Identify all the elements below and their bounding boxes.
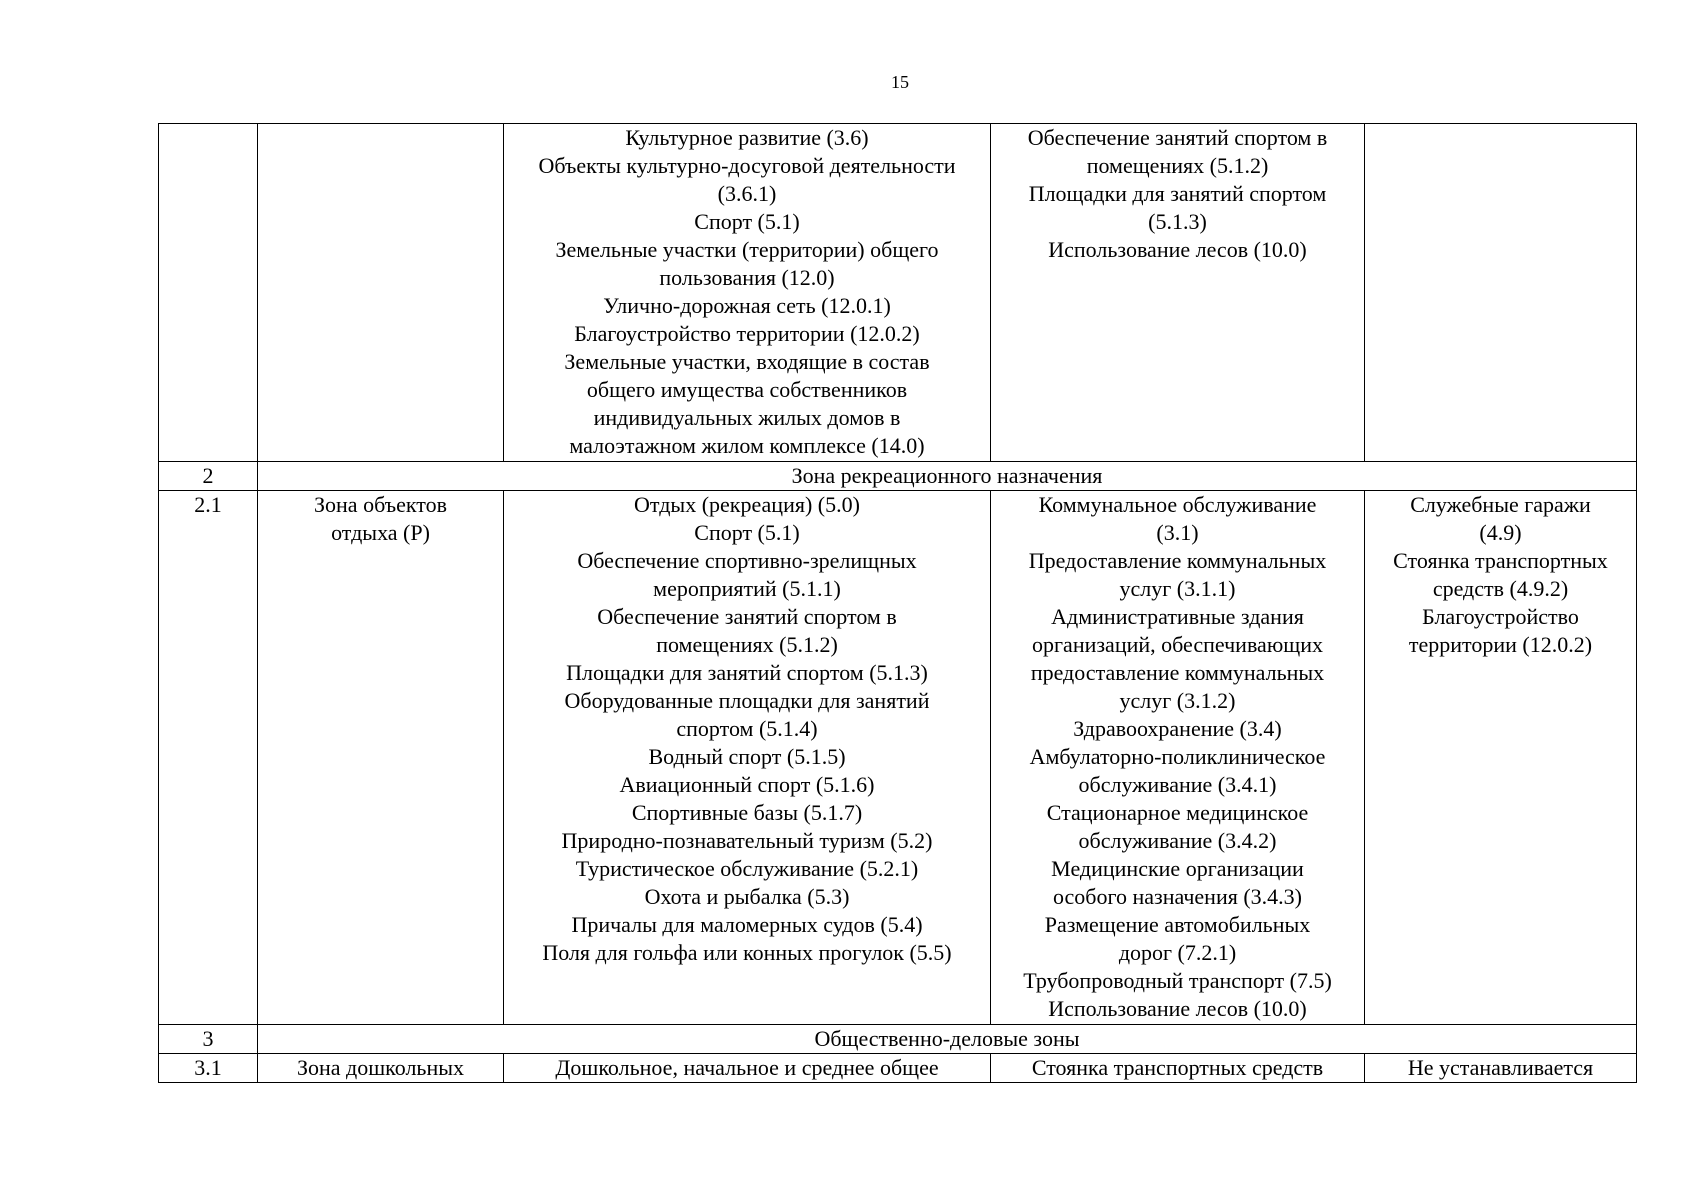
conditional-uses-cell xyxy=(991,491,1365,1025)
cell-line: Обеспечение занятий спортом в xyxy=(597,604,897,629)
cell-line: Обеспечение спортивно-зрелищных xyxy=(577,548,917,573)
cell-line: Земельные участки (территории) общего xyxy=(555,237,939,262)
cell-line: Размещение автомобильных xyxy=(1044,912,1311,937)
cell-line: Стоянка транспортных xyxy=(1393,548,1608,573)
cell-line: услуг (3.1.1) xyxy=(1119,576,1236,601)
cell-line: Природно-познавательный туризм (5.2) xyxy=(561,828,933,853)
auxiliary-uses-cell: Не устанавливается xyxy=(1365,1054,1637,1083)
cell-line: Здравоохранение (3.4) xyxy=(1073,716,1282,741)
section-number: 2 xyxy=(159,462,258,491)
cell-line: помещениях (5.1.2) xyxy=(1086,153,1269,178)
cell-line: Авиационный спорт (5.1.6) xyxy=(619,772,875,797)
cell-line: Причалы для маломерных судов (5.4) xyxy=(571,912,923,937)
page-number: 15 xyxy=(891,72,909,92)
zone-name-cell xyxy=(258,124,504,462)
table-row-zone-2-1 xyxy=(159,491,1637,1025)
conditional-uses-cell: Стоянка транспортных средств xyxy=(991,1054,1365,1083)
main-uses-cell xyxy=(504,124,991,462)
cell-line: (4.9) xyxy=(1479,520,1522,545)
auxiliary-uses-cell xyxy=(1365,491,1637,1025)
table-row-zone-3-1 xyxy=(159,1054,1637,1083)
table-row-section xyxy=(159,462,1637,491)
cell-line: общего имущества собственников xyxy=(586,377,908,402)
cell-line: Трубопроводный транспорт (7.5) xyxy=(1023,968,1332,993)
main-uses-cell xyxy=(504,491,991,1025)
table-row-section xyxy=(159,1025,1637,1054)
cell-line: Спорт (5.1) xyxy=(694,520,800,545)
cell-line: (3.6.1) xyxy=(717,181,777,206)
cell-line: Охота и рыбалка (5.3) xyxy=(644,884,850,909)
cell-line: Земельные участки, входящие в состав xyxy=(564,349,930,374)
cell-line: Амбулаторно-поликлиническое xyxy=(1029,744,1326,769)
cell-line: Поля для гольфа или конных прогулок (5.5) xyxy=(542,940,952,965)
zoning-table xyxy=(158,123,1637,1083)
cell-line: помещениях (5.1.2) xyxy=(656,632,838,657)
section-number: 3 xyxy=(159,1025,258,1054)
cell-line: Административные здания xyxy=(1051,604,1304,629)
zone-name-cell xyxy=(258,491,504,1025)
cell-line: Медицинские организации xyxy=(1051,856,1304,881)
cell-line: предоставление коммунальных xyxy=(1030,660,1325,685)
cell-line: (5.1.3) xyxy=(1148,209,1207,234)
cell-line: малоэтажном жилом комплексе (14.0) xyxy=(569,433,925,458)
main-uses-cell: Дошкольное, начальное и среднее общее xyxy=(504,1054,991,1083)
cell-line: Использование лесов (10.0) xyxy=(1048,996,1307,1021)
cell-line: отдыха (Р) xyxy=(331,520,430,545)
cell-line: Площадки для занятий спортом (5.1.3) xyxy=(566,660,928,685)
row-number-cell xyxy=(159,124,258,462)
row-number-cell: 3.1 xyxy=(159,1054,258,1083)
cell-line: особого назначения (3.4.3) xyxy=(1052,884,1302,909)
zone-name-cell: Зона дошкольных xyxy=(258,1054,504,1083)
cell-line: Предоставление коммунальных xyxy=(1028,548,1327,573)
cell-line: Оборудованные площадки для занятий xyxy=(564,688,930,713)
cell-line: обслуживание (3.4.2) xyxy=(1078,828,1277,853)
cell-line: организаций, обеспечивающих xyxy=(1032,632,1323,657)
row-number-cell: 2.1 xyxy=(159,491,258,1025)
cell-line: Зона объектов xyxy=(314,492,447,517)
auxiliary-uses-cell xyxy=(1365,124,1637,462)
cell-line: Благоустройство xyxy=(1422,604,1579,629)
cell-line: территории (12.0.2) xyxy=(1408,632,1593,657)
cell-line: Спортивные базы (5.1.7) xyxy=(631,800,863,825)
cell-line: индивидуальных жилых домов в xyxy=(593,405,901,430)
cell-line: Спорт (5.1) xyxy=(694,209,800,234)
cell-line: спортом (5.1.4) xyxy=(676,716,818,741)
cell-line: Обеспечение занятий спортом в xyxy=(1027,125,1328,150)
cell-line: пользования (12.0) xyxy=(659,265,835,290)
section-title: Зона рекреационного назначения xyxy=(258,462,1637,491)
table-row-continuation xyxy=(159,124,1637,462)
cell-line: мероприятий (5.1.1) xyxy=(653,576,841,601)
cell-line: Отдых (рекреация) (5.0) xyxy=(634,492,860,517)
cell-line: Культурное развитие (3.6) xyxy=(625,125,869,150)
cell-line: дорог (7.2.1) xyxy=(1118,940,1237,965)
cell-line: Туристическое обслуживание (5.2.1) xyxy=(575,856,919,881)
cell-line: Объекты культурно-досуговой деятельности xyxy=(538,153,956,178)
cell-line: Площадки для занятий спортом xyxy=(1028,181,1327,206)
cell-line: Стационарное медицинское xyxy=(1046,800,1309,825)
cell-line: обслуживание (3.4.1) xyxy=(1078,772,1277,797)
cell-line: средств (4.9.2) xyxy=(1432,576,1569,601)
cell-line: Служебные гаражи xyxy=(1410,492,1591,517)
cell-line: Коммунальное обслуживание xyxy=(1038,492,1317,517)
cell-line: услуг (3.1.2) xyxy=(1119,688,1236,713)
section-title: Общественно-деловые зоны xyxy=(258,1025,1637,1054)
conditional-uses-cell xyxy=(991,124,1365,462)
cell-line: Использование лесов (10.0) xyxy=(1048,237,1307,262)
cell-line: Водный спорт (5.1.5) xyxy=(648,744,846,769)
cell-line: Улично-дорожная сеть (12.0.1) xyxy=(603,293,891,318)
cell-line: (3.1) xyxy=(1156,520,1199,545)
cell-line: Благоустройство территории (12.0.2) xyxy=(574,321,920,346)
